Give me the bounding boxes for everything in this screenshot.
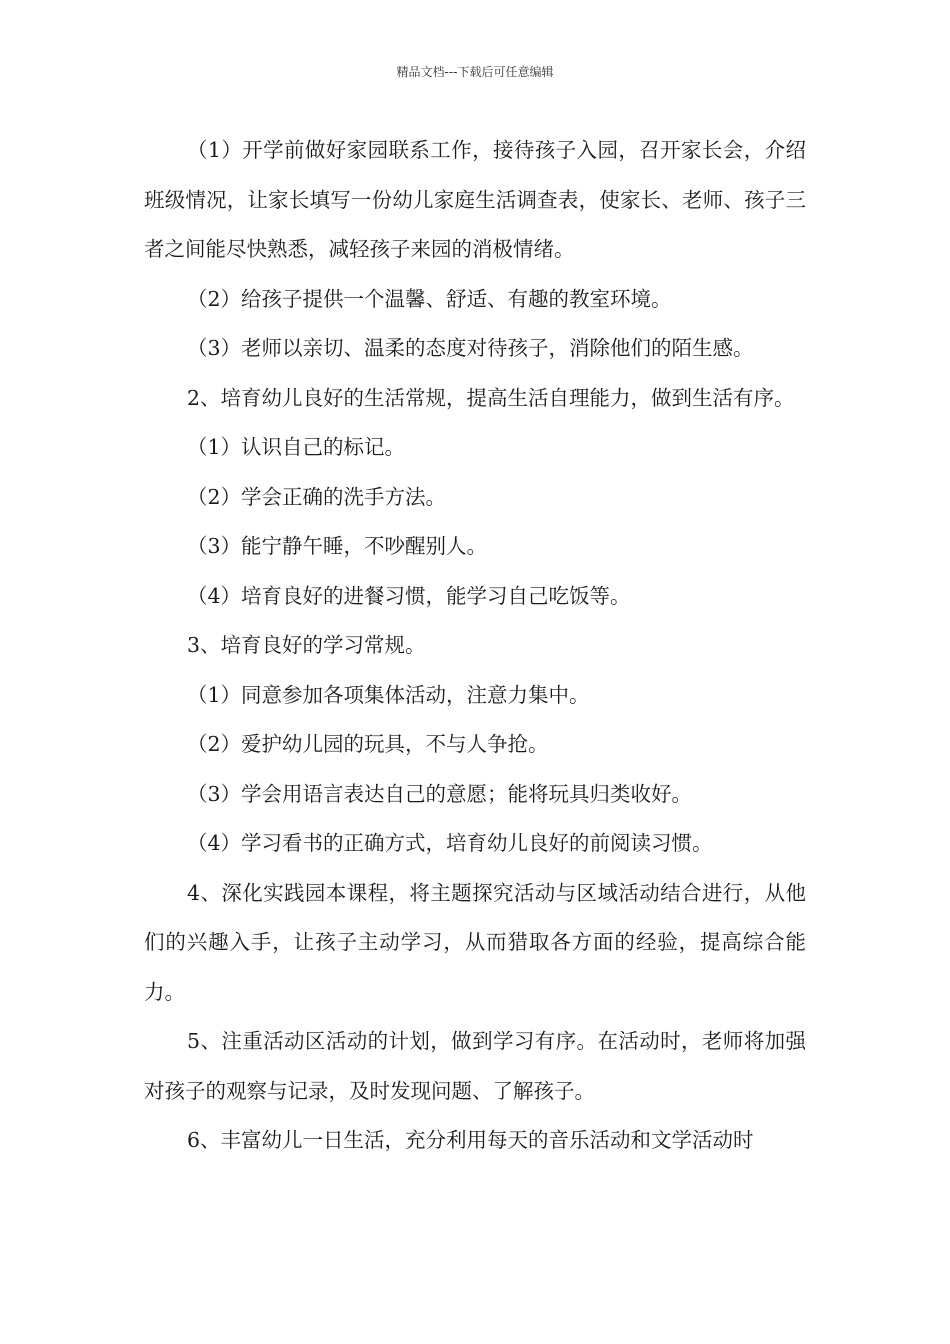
paragraph-9: 3、培育良好的学习常规。 — [187, 633, 426, 657]
paragraph-16: 6、丰富幼儿一日生活，充分利用每天的音乐活动和文学活动时 — [187, 1128, 754, 1152]
paragraph-15: 5、注重活动区活动的计划，做到学习有序。在活动时，老师将加强对孩子的观察与记录，及时发现问题、了解孩子。 — [144, 1029, 806, 1103]
paragraph-13: （4）学习看书的正确方式，培育幼儿良好的前阅读习惯。 — [187, 831, 713, 855]
paragraph-6: （2）学会正确的洗手方法。 — [187, 484, 447, 509]
document-body — [144, 126, 806, 1166]
paragraph-8: （4）培育良好的进餐习惯，能学习自己吃饭等。 — [187, 583, 631, 608]
paragraph-12: （3）学会用语言表达自己的意愿；能将玩具归类收好。 — [187, 781, 693, 806]
paragraph-10: （1）同意参加各项集体活动，注意力集中。 — [187, 682, 590, 707]
paragraph-3: （3）老师以亲切、温柔的态度对待孩子，消除他们的陌生感。 — [187, 336, 754, 360]
paragraph-7: （3）能宁静午睡，不吵醒别人。 — [187, 534, 488, 558]
page-header: 精品文档---下载后可任意编辑 — [396, 65, 554, 79]
paragraph-1: （1）开学前做好家园联系工作，接待孩子入园，召开家长会，介绍班级情况，让家长填写一份幼儿家庭生活调查表，使家长、老师、孩子三者之间能尽快熟悉，减轻孩子来园的消极情绪。 — [144, 138, 806, 261]
paragraph-14: 4、深化实践园本课程，将主题探究活动与区域活动结合进行，从他们的兴趣入手，让孩子主动学习，从而猎取各方面的经验，提高综合能力。 — [144, 880, 806, 1004]
paragraph-4: 2、培育幼儿良好的生活常规，提高生活自理能力，做到生活有序。 — [187, 385, 795, 410]
paragraph-11: （2）爱护幼儿园的玩具，不与人争抢。 — [187, 732, 549, 756]
paragraph-2: （2）给孩子提供一个温馨、舒适、有趣的教室环境。 — [187, 286, 672, 311]
paragraph-5: （1）认识自己的标记。 — [187, 435, 406, 459]
